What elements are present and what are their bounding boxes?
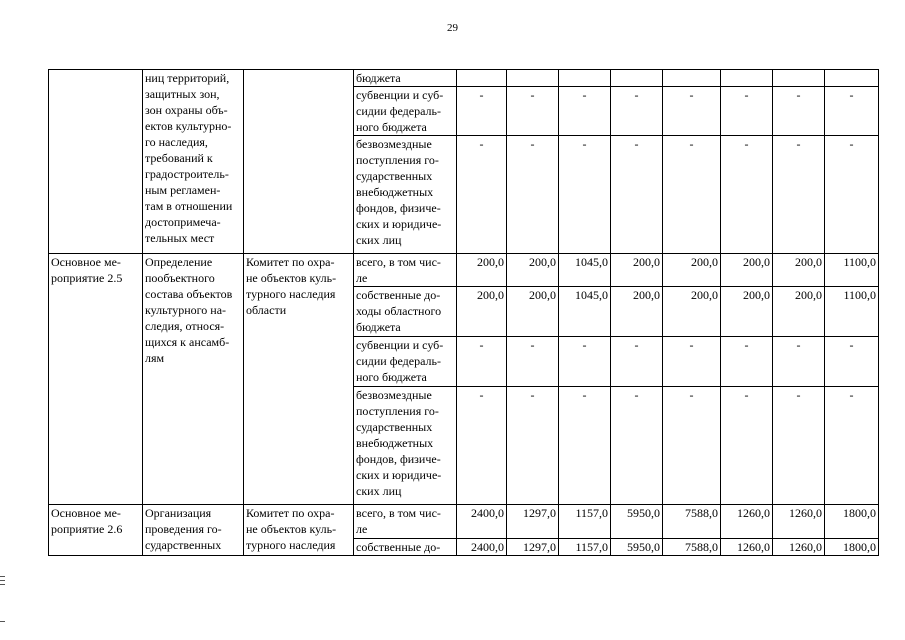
value-cell: - bbox=[721, 337, 773, 387]
value-cell bbox=[663, 70, 721, 87]
value-cell: - bbox=[663, 87, 721, 136]
executor-cell: Комитет по охра- не объектов куль- турного наследия области bbox=[244, 254, 354, 505]
value-cell: - bbox=[611, 136, 663, 254]
funding-source-cell: бюджета bbox=[354, 70, 457, 87]
funding-source-cell: субвенции и суб- сидии федераль- ного бюджета bbox=[354, 87, 457, 136]
value-cell: 1045,0 bbox=[559, 287, 611, 337]
value-cell: - bbox=[507, 87, 559, 136]
value-cell bbox=[825, 70, 879, 87]
value-cell: - bbox=[507, 136, 559, 254]
edge-mark bbox=[0, 576, 5, 577]
value-cell: 200,0 bbox=[773, 287, 825, 337]
event-cell: Основное ме- роприятие 2.5 bbox=[49, 254, 143, 505]
value-cell: 1297,0 bbox=[507, 505, 559, 539]
value-cell: - bbox=[721, 136, 773, 254]
value-cell: 2400,0 bbox=[457, 539, 507, 556]
value-cell: - bbox=[825, 387, 879, 505]
value-cell: - bbox=[457, 87, 507, 136]
value-cell: 1045,0 bbox=[559, 254, 611, 287]
page-number: 29 bbox=[447, 22, 458, 34]
value-cell: 1260,0 bbox=[773, 539, 825, 556]
value-cell: - bbox=[825, 87, 879, 136]
value-cell: 1260,0 bbox=[721, 539, 773, 556]
value-cell: 200,0 bbox=[721, 287, 773, 337]
value-cell: - bbox=[663, 337, 721, 387]
value-cell: 200,0 bbox=[611, 254, 663, 287]
value-cell: - bbox=[773, 87, 825, 136]
funding-source-cell: безвозмездные поступления го- сударственных внебюджетных фондов, физиче- ских и юридиче- ских лиц bbox=[354, 387, 457, 505]
value-cell: 200,0 bbox=[773, 254, 825, 287]
value-cell: - bbox=[721, 387, 773, 505]
edge-mark bbox=[0, 621, 5, 622]
value-cell: - bbox=[773, 136, 825, 254]
funding-source-cell: всего, в том чис- ле bbox=[354, 505, 457, 539]
funding-source-cell: субвенции и суб- сидии федераль- ного бюджета bbox=[354, 337, 457, 387]
value-cell: 200,0 bbox=[721, 254, 773, 287]
funding-source-cell: всего, в том чис- ле bbox=[354, 254, 457, 287]
executor-cell: Комитет по охра- не объектов куль- турного наследия bbox=[244, 505, 354, 556]
value-cell: - bbox=[507, 387, 559, 505]
value-cell: - bbox=[457, 337, 507, 387]
value-cell: 1157,0 bbox=[559, 505, 611, 539]
value-cell: 1260,0 bbox=[773, 505, 825, 539]
value-cell: 200,0 bbox=[507, 287, 559, 337]
value-cell: 200,0 bbox=[663, 254, 721, 287]
value-cell: 200,0 bbox=[663, 287, 721, 337]
value-cell: - bbox=[559, 136, 611, 254]
value-cell: 2400,0 bbox=[457, 505, 507, 539]
executor-cell bbox=[244, 70, 354, 254]
value-cell: - bbox=[663, 136, 721, 254]
value-cell: - bbox=[457, 136, 507, 254]
event-name-cell: Определение пообъектного состава объектов культурного на- следия, относя- щихся к ансамб- лям bbox=[143, 254, 244, 505]
edge-mark bbox=[0, 584, 5, 585]
event-cell bbox=[49, 70, 143, 254]
value-cell: - bbox=[611, 387, 663, 505]
value-cell bbox=[721, 70, 773, 87]
table-row bbox=[49, 254, 879, 287]
value-cell: - bbox=[773, 387, 825, 505]
event-name-cell: ниц территорий, защитных зон, зон охраны объ- ектов культурно- го наследия, требований к градостроитель- ным регламен- там в отношении достопримеча- тельных мест bbox=[143, 70, 244, 254]
funding-source-cell: собственные до- ходы областного бюджета bbox=[354, 287, 457, 337]
value-cell: 7588,0 bbox=[663, 539, 721, 556]
value-cell: 1157,0 bbox=[559, 539, 611, 556]
value-cell: - bbox=[507, 337, 559, 387]
value-cell: 200,0 bbox=[457, 287, 507, 337]
value-cell: 7588,0 bbox=[663, 505, 721, 539]
funding-source-cell: собственные до- bbox=[354, 539, 457, 556]
value-cell: - bbox=[825, 337, 879, 387]
value-cell bbox=[457, 70, 507, 87]
value-cell: - bbox=[663, 387, 721, 505]
value-cell: 1297,0 bbox=[507, 539, 559, 556]
value-cell: - bbox=[611, 337, 663, 387]
value-cell: 1100,0 bbox=[825, 254, 879, 287]
value-cell: 200,0 bbox=[611, 287, 663, 337]
event-cell: Основное ме- роприятие 2.6 bbox=[49, 505, 143, 556]
value-cell bbox=[611, 70, 663, 87]
value-cell bbox=[559, 70, 611, 87]
budget-table bbox=[48, 69, 879, 556]
value-cell: - bbox=[457, 387, 507, 505]
value-cell bbox=[773, 70, 825, 87]
value-cell: 200,0 bbox=[457, 254, 507, 287]
table-row bbox=[49, 505, 879, 539]
value-cell: - bbox=[559, 87, 611, 136]
value-cell: - bbox=[559, 337, 611, 387]
value-cell: 5950,0 bbox=[611, 505, 663, 539]
value-cell: 1100,0 bbox=[825, 287, 879, 337]
value-cell: 200,0 bbox=[507, 254, 559, 287]
value-cell: - bbox=[721, 87, 773, 136]
value-cell bbox=[507, 70, 559, 87]
value-cell: 1800,0 bbox=[825, 539, 879, 556]
funding-source-cell: безвозмездные поступления го- сударственных внебюджетных фондов, физиче- ских и юридиче- ских лиц bbox=[354, 136, 457, 254]
value-cell: 5950,0 bbox=[611, 539, 663, 556]
value-cell: - bbox=[611, 87, 663, 136]
value-cell: - bbox=[559, 387, 611, 505]
edge-mark bbox=[0, 580, 5, 581]
value-cell: 1800,0 bbox=[825, 505, 879, 539]
table-row bbox=[49, 70, 879, 87]
value-cell: - bbox=[825, 136, 879, 254]
value-cell: - bbox=[773, 337, 825, 387]
value-cell: 1260,0 bbox=[721, 505, 773, 539]
event-name-cell: Организация проведения го- сударственных bbox=[143, 505, 244, 556]
